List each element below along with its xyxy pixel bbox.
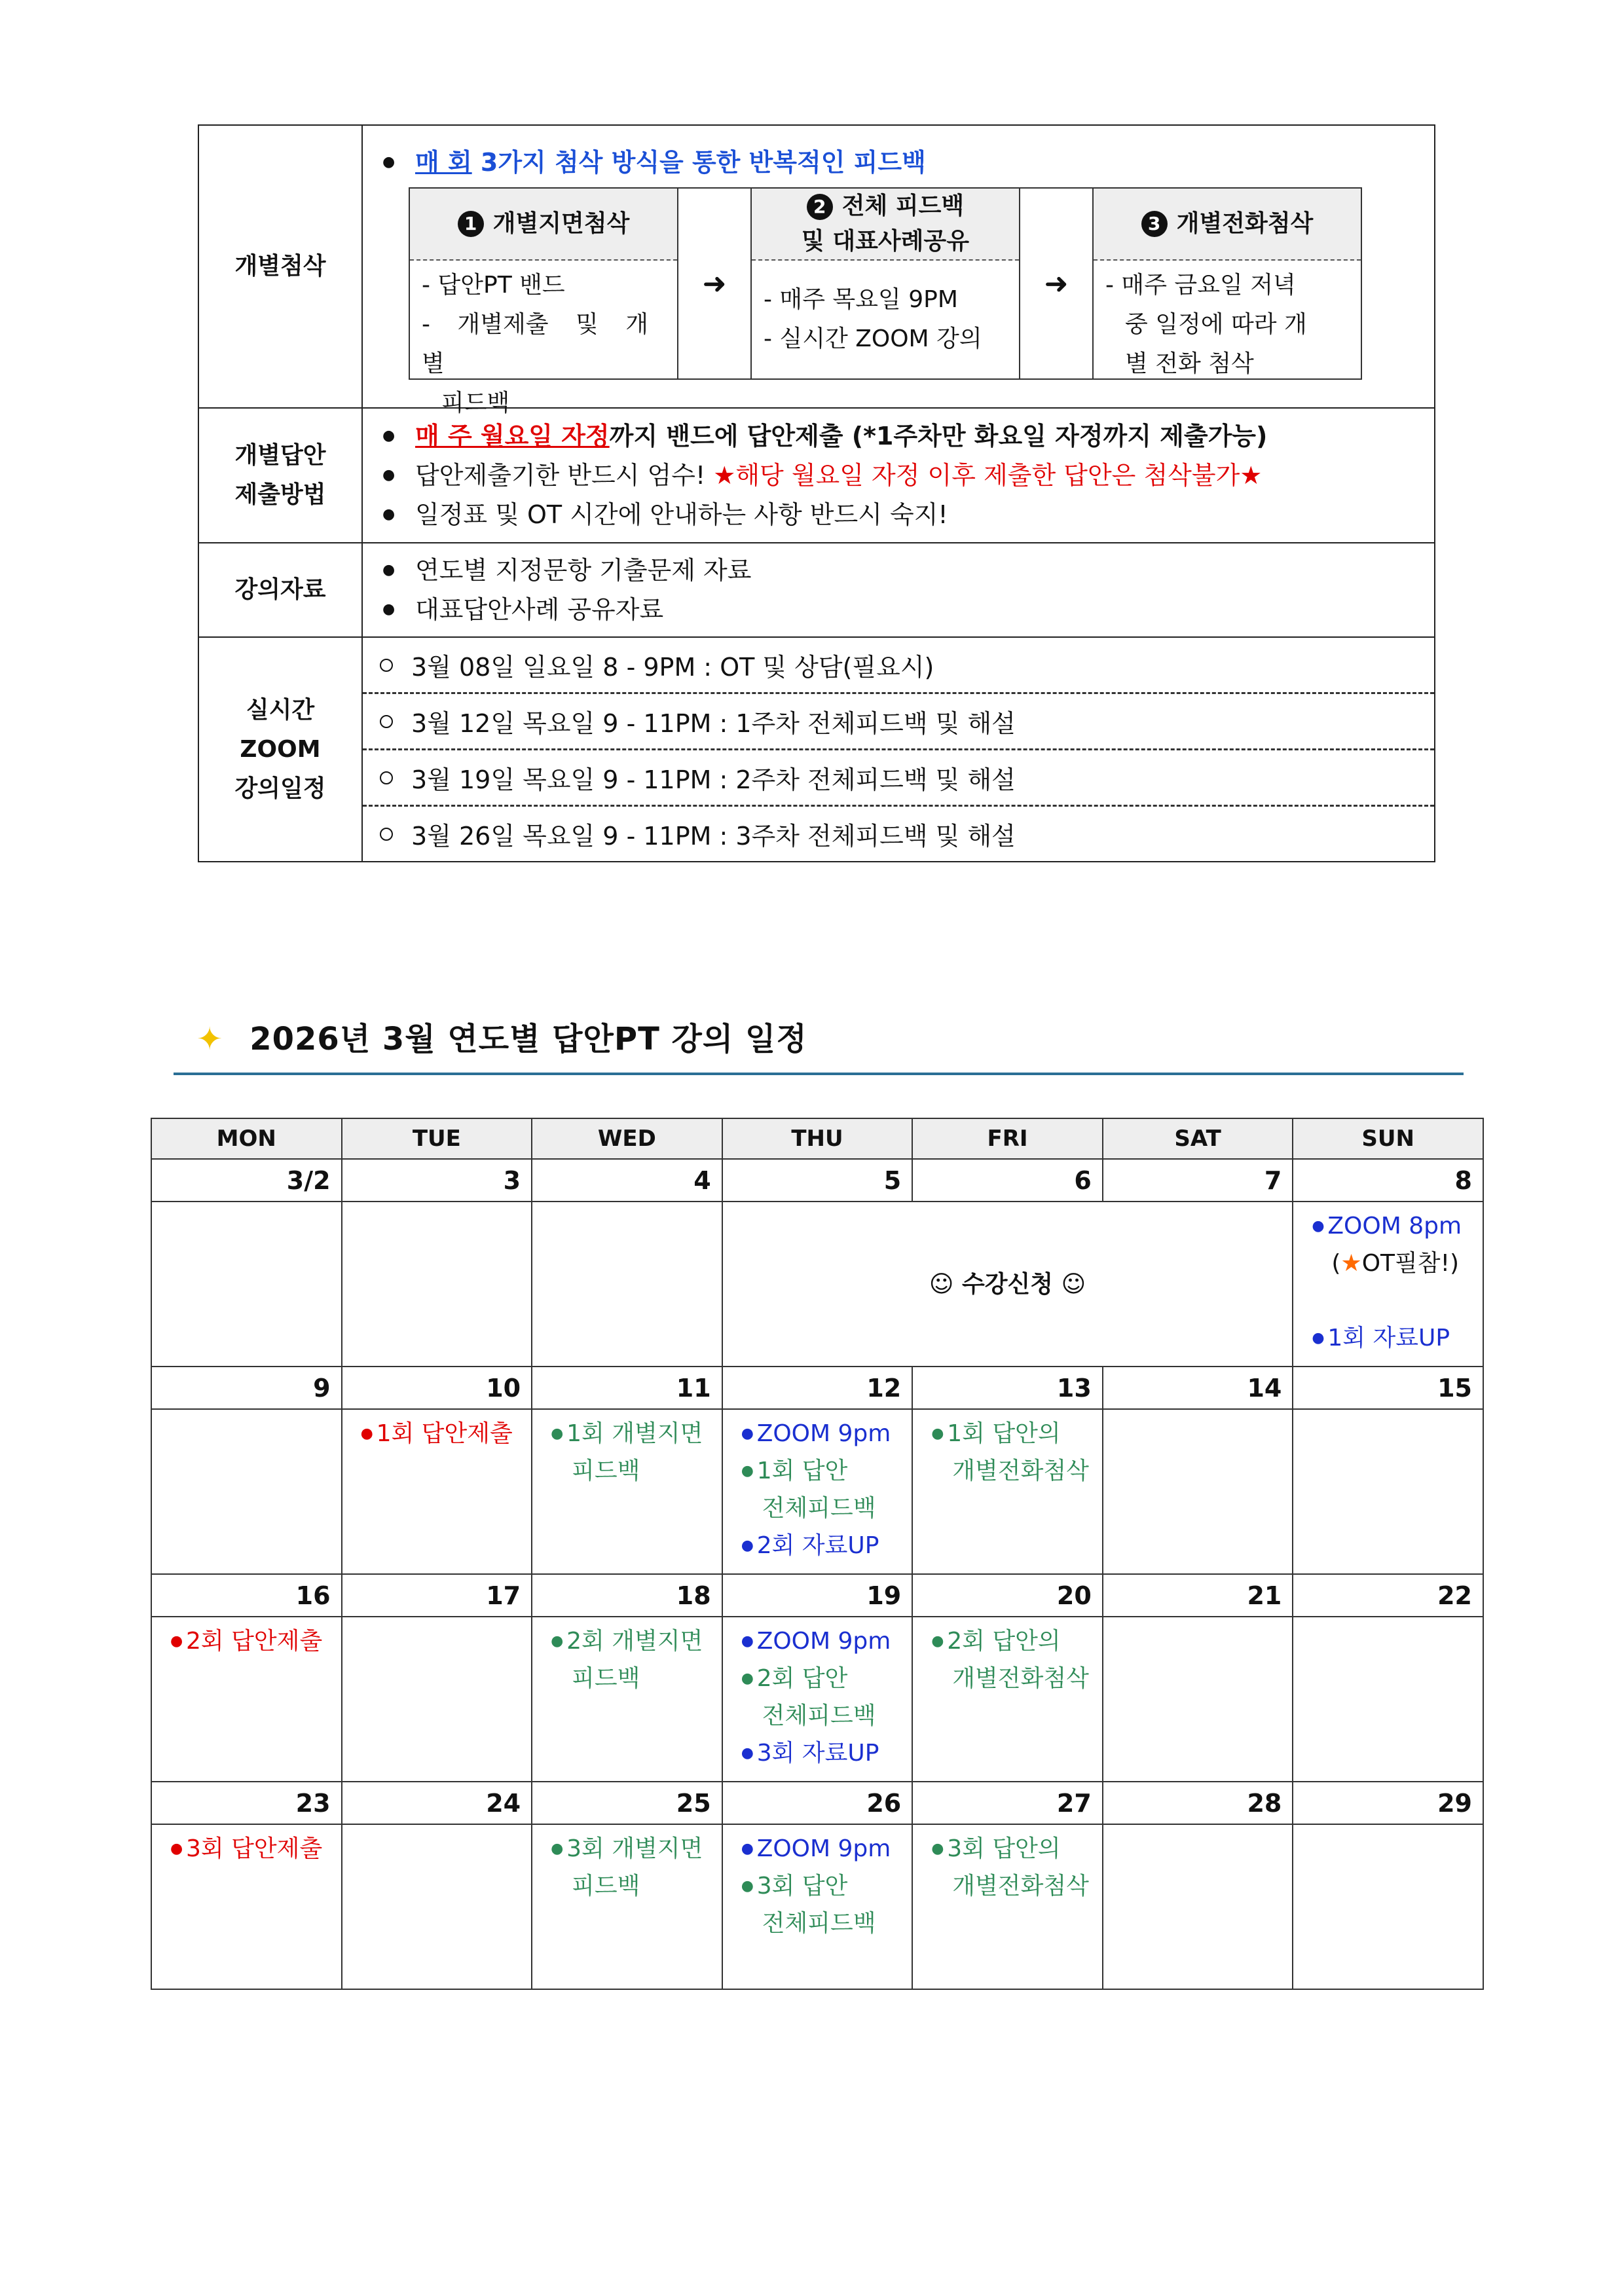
step-1-line: - 답안PT 밴드	[422, 272, 565, 299]
date-number: 29	[1293, 1782, 1483, 1824]
zoom-schedule-text: 3월 19일 목요일 9 - 11PM : 2주차 전체피드백 및 해설	[411, 765, 1016, 794]
event-upload: ● 3회 자료UP	[741, 1735, 908, 1772]
event-zoom: ● ZOOM 9pm	[741, 1415, 908, 1452]
materials-bullets	[382, 551, 1434, 629]
row-label-line: 실시간	[246, 696, 315, 724]
step-1-title	[410, 189, 677, 261]
day-cell	[1293, 1202, 1483, 1367]
date-number: 11	[532, 1367, 722, 1409]
event-phone-feedback: ● 3회 답안의 개별전화첨삭	[931, 1830, 1098, 1905]
schedule-title-text: 2026년 3월 연도별 답안PT 강의 일정	[249, 1021, 807, 1057]
feedback-bullet-text: 3가지 첨삭 방식을 통한 반복적인 피드백	[480, 148, 926, 177]
day-cell	[722, 1824, 913, 1989]
week-4-dates	[151, 1782, 1483, 1824]
week-3-events	[151, 1617, 1483, 1782]
week-1-dates	[151, 1159, 1483, 1202]
zoom-schedule-text: 3월 08일 일요일 8 - 9PM : OT 및 상담(필요시)	[411, 653, 934, 682]
date-number: 9	[151, 1367, 342, 1409]
day-cell	[151, 1202, 342, 1367]
week-1-events	[151, 1202, 1483, 1367]
day-header: THU	[722, 1118, 913, 1159]
day-cell	[912, 1409, 1103, 1574]
date-number: 17	[342, 1574, 532, 1617]
event-group-feedback: ● 3회 답안 전체피드백	[741, 1867, 908, 1942]
step-1-body	[410, 261, 677, 416]
day-header: TUE	[342, 1118, 532, 1159]
circle-bullet-icon	[380, 715, 393, 728]
week-2-events	[151, 1409, 1483, 1574]
day-cell	[151, 1824, 342, 1989]
day-header: MON	[151, 1118, 342, 1159]
event-group-feedback: ● 1회 답안 전체피드백	[741, 1452, 908, 1527]
date-number: 20	[912, 1574, 1103, 1617]
step-3-body	[1094, 261, 1361, 378]
sparkle-icon: ✦	[196, 1021, 224, 1057]
date-number: 22	[1293, 1574, 1483, 1617]
zoom-schedule-row	[363, 750, 1434, 807]
event-phone-feedback: ● 1회 답안의 개별전화첨삭	[931, 1415, 1098, 1490]
event-group-feedback: ● 2회 답안 전체피드백	[741, 1660, 908, 1735]
day-cell	[342, 1409, 532, 1574]
date-number: 16	[151, 1574, 342, 1617]
day-header: FRI	[912, 1118, 1103, 1159]
zoom-schedule-row	[363, 694, 1434, 750]
arrow-icon: ➜	[678, 187, 750, 380]
date-number: 8	[1293, 1159, 1483, 1202]
date-number: 3/2	[151, 1159, 342, 1202]
day-cell	[532, 1409, 722, 1574]
day-cell	[532, 1824, 722, 1989]
date-number: 19	[722, 1574, 913, 1617]
day-cell	[1293, 1409, 1483, 1574]
event-submit: ● 3회 답안제출	[170, 1830, 337, 1867]
day-cell	[722, 1617, 913, 1782]
event-submit: ● 2회 답안제출	[170, 1623, 337, 1660]
date-number: 24	[342, 1782, 532, 1824]
calendar	[151, 1118, 1484, 1990]
day-cell	[722, 1409, 913, 1574]
submit-bullet: ● 일정표 및 OT 시간에 안내하는 사항 반드시 숙지!	[382, 495, 1434, 534]
material-item: ● 연도별 지정문항 기출문제 자료	[382, 551, 1434, 590]
day-cell	[151, 1409, 342, 1574]
row-label-line: ZOOM	[240, 735, 321, 763]
date-number: 5	[722, 1159, 913, 1202]
date-number: 10	[342, 1367, 532, 1409]
row-label-materials: 강의자료	[198, 543, 362, 637]
day-cell	[342, 1617, 532, 1782]
date-number: 21	[1103, 1574, 1293, 1617]
submit-deadline-rest: 까지 밴드에 답안제출 (*1주차만 화요일 자정까지 제출가능)	[609, 422, 1268, 450]
event-upload: ● 1회 자료UP	[1312, 1319, 1479, 1357]
zoom-schedule-text: 3월 12일 목요일 9 - 11PM : 1주차 전체피드백 및 해설	[411, 709, 1016, 738]
zoom-schedule-row	[363, 638, 1434, 694]
submit-warning: 답안제출기한 반드시 엄수!	[415, 461, 706, 490]
event-phone-feedback: ● 2회 답안의 개별전화첨삭	[931, 1623, 1098, 1697]
event-ot-note	[1312, 1245, 1479, 1282]
row-label-line: 개별답안	[234, 442, 326, 469]
star-icon: ★	[1340, 1250, 1362, 1277]
row-label-line: 강의일정	[234, 775, 326, 802]
enrollment-period: ☺ 수강신청 ☺	[722, 1202, 1293, 1367]
date-number: 3	[342, 1159, 532, 1202]
day-header: SAT	[1103, 1118, 1293, 1159]
event-zoom: ● ZOOM 9pm	[741, 1623, 908, 1660]
day-cell	[151, 1617, 342, 1782]
week-2-dates	[151, 1367, 1483, 1409]
step-2-title-text: 및 대표사례공유	[802, 228, 969, 255]
day-cell	[1103, 1409, 1293, 1574]
date-number: 27	[912, 1782, 1103, 1824]
step-2-box	[750, 187, 1020, 380]
day-cell	[1103, 1617, 1293, 1782]
step-1-title-text: 개별지면첨삭	[492, 210, 630, 237]
row-label-feedback: 개별첨삭	[198, 125, 362, 408]
day-cell	[342, 1202, 532, 1367]
step-3-number: 3	[1141, 211, 1168, 237]
event-zoom: ● ZOOM 9pm	[741, 1830, 908, 1867]
title-underline	[174, 1073, 1464, 1075]
row-label-zoom	[198, 637, 362, 862]
date-number: 12	[722, 1367, 913, 1409]
event-written-feedback: ● 2회 개별지면 피드백	[551, 1623, 718, 1697]
zoom-cell	[362, 637, 1435, 862]
feedback-bullets	[382, 143, 1434, 182]
day-cell	[912, 1824, 1103, 1989]
date-number: 18	[532, 1574, 722, 1617]
event-submit: ● 1회 답안제출	[361, 1415, 528, 1452]
date-number: 4	[532, 1159, 722, 1202]
materials-cell	[362, 543, 1435, 637]
day-cell	[1103, 1824, 1293, 1989]
day-cell	[532, 1617, 722, 1782]
date-number: 25	[532, 1782, 722, 1824]
step-1-box	[409, 187, 678, 416]
step-2-title-text: 전체 피드백	[841, 193, 965, 219]
date-number: 28	[1103, 1782, 1293, 1824]
step-2-body	[752, 261, 1019, 378]
schedule-title	[196, 1014, 807, 1059]
submit-bullet	[382, 416, 1434, 456]
material-item: ● 대표답안사례 공유자료	[382, 590, 1434, 629]
step-2-line: - 매주 목요일 9PM	[764, 286, 958, 313]
step-2-line: - 실시간 ZOOM 강의	[764, 325, 982, 352]
event-upload: ● 2회 자료UP	[741, 1527, 908, 1564]
step-1-number: 1	[458, 211, 484, 237]
row-label-line: 제출방법	[234, 481, 326, 508]
event-zoom: ● ZOOM 8pm	[1312, 1207, 1479, 1245]
ot-paren: (	[1331, 1250, 1341, 1277]
date-number: 14	[1103, 1367, 1293, 1409]
row-label-submit	[198, 408, 362, 543]
date-number: 26	[722, 1782, 913, 1824]
day-header: WED	[532, 1118, 722, 1159]
zoom-schedule-text: 3월 26일 목요일 9 - 11PM : 3주차 전체피드백 및 해설	[411, 822, 1016, 851]
submit-cell	[362, 408, 1435, 543]
feedback-cell	[362, 125, 1435, 416]
event-written-feedback: ● 3회 개별지면 피드백	[551, 1830, 718, 1905]
event-written-feedback: ● 1회 개별지면 피드백	[551, 1415, 718, 1490]
step-3-line: - 매주 금요일 저녁	[1105, 272, 1296, 299]
step-3-title	[1094, 189, 1361, 261]
step-1-line: - 개별제출 및 개별	[422, 311, 648, 377]
day-cell	[1293, 1824, 1483, 1989]
week-3-dates	[151, 1574, 1483, 1617]
circle-bullet-icon	[380, 771, 393, 784]
circle-bullet-icon	[380, 828, 393, 841]
date-number: 23	[151, 1782, 342, 1824]
step-3-title-text: 개별전화첨삭	[1176, 210, 1314, 237]
feedback-bullet	[382, 143, 1434, 182]
arrow-icon: ➜	[1020, 187, 1092, 380]
day-cell	[912, 1617, 1103, 1782]
date-number: 7	[1103, 1159, 1293, 1202]
day-header: SUN	[1293, 1118, 1483, 1159]
feedback-flow	[409, 187, 1434, 416]
date-number: 15	[1293, 1367, 1483, 1409]
submit-deadline: 매 주 월요일 자정	[415, 422, 610, 450]
day-cell	[1293, 1617, 1483, 1782]
calendar-header	[151, 1118, 1483, 1159]
step-2-title	[752, 189, 1019, 261]
date-number: 6	[912, 1159, 1103, 1202]
day-cell	[532, 1202, 722, 1367]
submit-bullets	[382, 416, 1434, 534]
circle-bullet-icon	[380, 659, 393, 672]
date-number: 13	[912, 1367, 1103, 1409]
step-3-line: 별 전화 첨삭	[1125, 350, 1254, 377]
step-3-line: 중 일정에 따라 개	[1125, 311, 1307, 338]
info-table	[198, 124, 1435, 862]
submit-bullet	[382, 456, 1434, 495]
step-2-number: 2	[807, 194, 833, 220]
step-1-line: 피드백	[441, 390, 510, 416]
step-3-box	[1092, 187, 1362, 380]
submit-warning-red: ★해당 월요일 자정 이후 제출한 답안은 첨삭불가★	[713, 461, 1263, 490]
day-cell	[342, 1824, 532, 1989]
feedback-bullet-emph: 매 회	[415, 148, 472, 177]
week-4-events	[151, 1824, 1483, 1989]
zoom-schedule-row	[363, 807, 1434, 861]
ot-text: OT필참!)	[1361, 1250, 1460, 1277]
